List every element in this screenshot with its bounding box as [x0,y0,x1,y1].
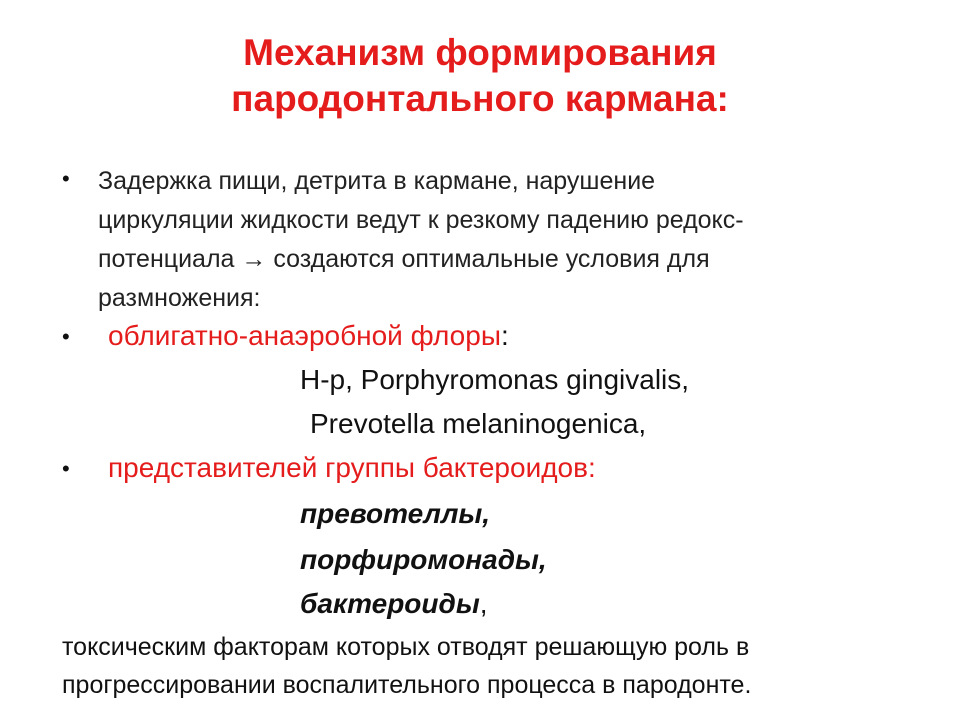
conclusion-line-2: прогрессировании воспалительного процесса в пародонте. [62,671,752,699]
bullet-marker-3: • [62,456,70,481]
title-line-2: пародонтального кармана: [231,78,729,119]
paragraph-line: потенциала → создаются оптимальные условия для [98,245,710,273]
group-item-prevotella: превотеллы, [300,498,491,529]
paragraph-line: Задержка пищи, детрита в кармане, нарушение [98,167,656,195]
conclusion-line-1: токсическим факторам которых отводят решающую роль в [62,633,750,661]
bacteroides-group-label: представителей группы бактероидов: [108,452,596,483]
anaerobic-flora-colon: : [500,320,509,351]
species-line-1: H-p, Porphyromonas gingivalis, [300,364,690,395]
paragraph-line: циркуляции жидкости ведут к резкому падению редокс- [98,206,744,234]
paragraph-line: размножения: [98,284,261,312]
group-item-porphyromonas: порфиромонады, [300,544,547,575]
species-line-2: Prevotella melaninogenica, [310,408,647,439]
group-item-bacteroides-text: бактероиды [300,588,480,619]
group-item-bacteroides [300,586,488,622]
anaerobic-flora-label: облигатно-анаэробной флоры [108,320,501,351]
conclusion-text [62,628,922,704]
group-item-bacteroides-comma: , [479,588,488,619]
bullet-marker-1: • [62,166,70,191]
bullet-anaerobic-flora [108,318,509,354]
paragraph-food-retention [98,162,878,318]
slide-title [0,30,960,122]
bullet-marker-2: • [62,324,70,349]
title-line-1: Механизм формирования [243,32,717,73]
